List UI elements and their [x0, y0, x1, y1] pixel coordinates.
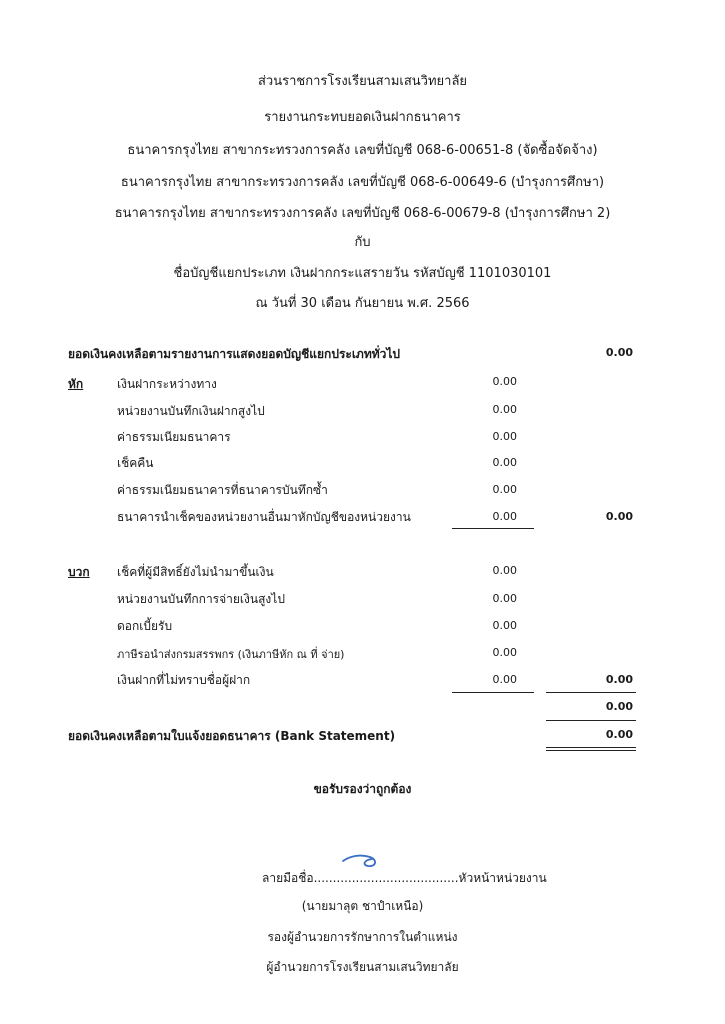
header-title: รายงานกระทบยอดเงินฝากธนาคาร [264, 110, 461, 125]
deduct-item: เงินฝากระหว่างทาง [117, 377, 217, 391]
deduct-item-amount: 0.00 [492, 456, 517, 469]
add-heading: บวก [68, 565, 90, 579]
deduct-subtotal-rule [452, 528, 534, 529]
header-org: ส่วนราชการโรงเรียนสามเสนวิทยาลัย [257, 74, 468, 89]
signature-prefix: ลายมือชื่อ [262, 871, 314, 885]
subtotal-rule [546, 720, 636, 721]
add-total-rule [546, 692, 636, 693]
deduct-heading: หัก [68, 377, 84, 391]
add-item: เงินฝากที่ไม่ทราบชื่อผู้ฝาก [117, 673, 251, 687]
header-account-2: ธนาคารกรุงไทย สาขากระทรวงการคลัง เลขที่บัญชี 068-6-00649-6 (บำรุงการศึกษา) [120, 175, 605, 190]
header-account-3: ธนาคารกรุงไทย สาขากระทรวงการคลัง เลขที่บัญชี 068-6-00679-8 (บำรุงการศึกษา 2) [114, 206, 611, 221]
header-date: ณ วันที่ 30 เดือน กันยายน พ.ศ. 2566 [255, 296, 470, 311]
deduct-total: 0.00 [605, 510, 633, 523]
bank-balance-label: ยอดเงินคงเหลือตามใบแจ้งยอดธนาคาร (Bank Statement) [68, 729, 396, 743]
add-item-amount: 0.00 [492, 592, 517, 605]
signature-line [262, 869, 547, 888]
add-item-amount: 0.00 [492, 564, 517, 577]
add-item: เช็คที่ผู้มีสิทธิ์ยังไม่นำมาขึ้นเงิน [117, 565, 274, 579]
header-ledger: ชื่อบัญชีแยกประเภท เงินฝากกระแสรายวัน รหัสบัญชี 1101030101 [173, 266, 552, 281]
signer-position-2: ผู้อำนวยการโรงเรียนสามเสนวิทยาลัย [266, 960, 459, 974]
add-subtotal-rule [452, 692, 534, 693]
deduct-item: เช็คคืน [117, 456, 154, 470]
add-item: ภาษีรอนำส่งกรมสรรพกร (เงินภาษีหัก ณ ที่ จ่าย) [117, 648, 345, 661]
add-item-amount: 0.00 [492, 619, 517, 632]
bank-balance-amount: 0.00 [605, 728, 633, 741]
deduct-item: หน่วยงานบันทึกเงินฝากสูงไป [117, 404, 265, 418]
running-subtotal: 0.00 [605, 700, 633, 713]
add-item-amount: 0.00 [492, 673, 517, 686]
add-item: ดอกเบี้ยรับ [117, 619, 173, 633]
deduct-item: ธนาคารนำเช็คของหน่วยงานอื่นมาหักบัญชีของหน่วยงาน [117, 510, 411, 524]
deduct-item-amount: 0.00 [492, 510, 517, 523]
certify-text: ขอรับรองว่าถูกต้อง [313, 782, 412, 796]
signer-position-1: รองผู้อำนวยการรักษาการในตำแหน่ง [267, 930, 458, 944]
signature-dots: ...................................... [313, 871, 459, 885]
deduct-item: ค่าธรรมเนียมธนาคาร [117, 430, 231, 444]
add-item-amount: 0.00 [492, 646, 517, 659]
header-with: กับ [354, 235, 371, 250]
deduct-item-amount: 0.00 [492, 403, 517, 416]
ledger-balance-amount: 0.00 [605, 346, 633, 359]
deduct-item-amount: 0.00 [492, 483, 517, 496]
header-account-1: ธนาคารกรุงไทย สาขากระทรวงการคลัง เลขที่บัญชี 068-6-00651-8 (จัดซื้อจัดจ้าง) [127, 143, 598, 158]
add-item: หน่วยงานบันทึกการจ่ายเงินสูงไป [117, 592, 285, 606]
signer-name: (นายมาลุต ชาปำเหนือ) [301, 899, 424, 913]
signature-role: หัวหน้าหน่วยงาน [458, 871, 547, 885]
add-total: 0.00 [605, 673, 633, 686]
deduct-item-amount: 0.00 [492, 375, 517, 388]
deduct-item: ค่าธรรมเนียมธนาคารที่ธนาคารบันทึกซ้ำ [117, 483, 328, 497]
handwritten-signature [340, 852, 384, 872]
ledger-balance-label: ยอดเงินคงเหลือตามรายงานการแสดงยอดบัญชีแยกประเภททั่วไป [68, 347, 401, 361]
double-underline [546, 747, 636, 751]
deduct-item-amount: 0.00 [492, 430, 517, 443]
